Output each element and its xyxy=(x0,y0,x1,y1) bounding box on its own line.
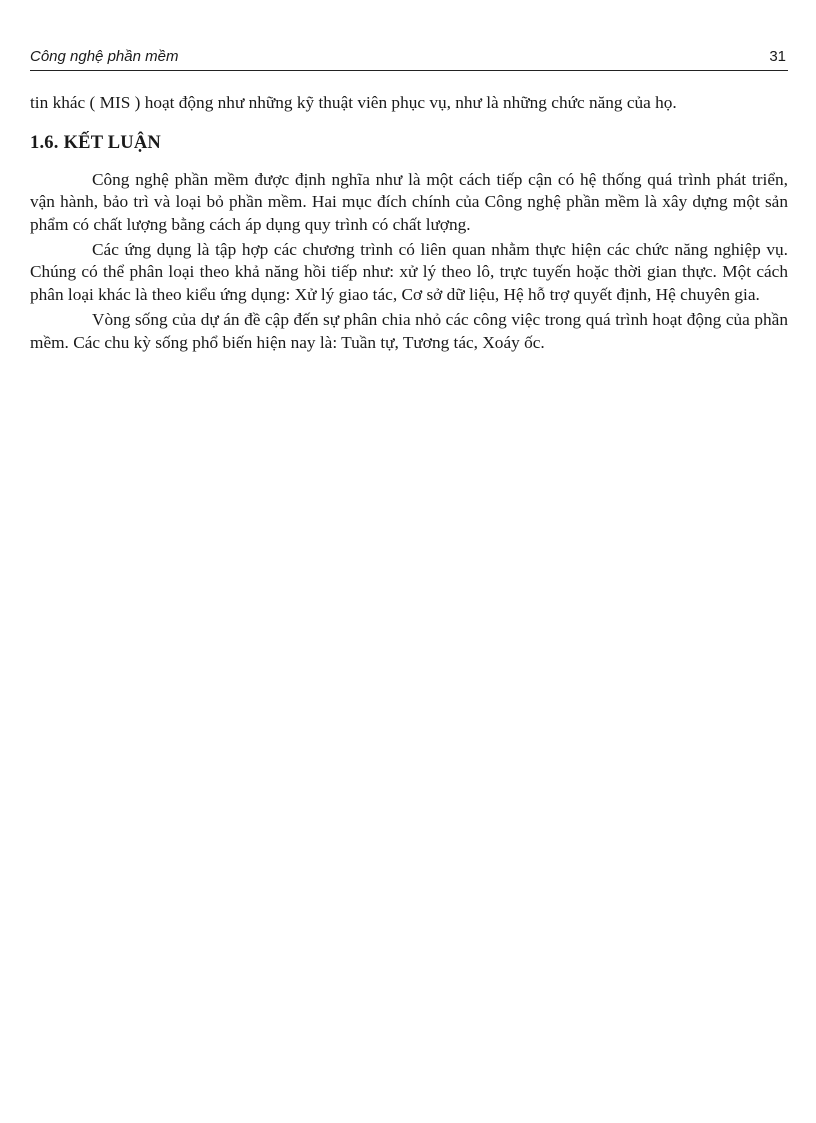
section-number: 1.6. xyxy=(30,133,59,154)
continuation-paragraph: tin khác ( MIS ) hoạt động như những kỹ thuật viên phục vụ, như là những chức năng của họ. xyxy=(30,93,677,112)
book-title: Công nghệ phần mềm xyxy=(30,48,179,65)
page-body xyxy=(30,92,788,354)
paragraph-applications: Các ứng dụng là tập hợp các chương trình có liên quan nhằm thực hiện các chức năng nghiệp vụ. Chúng có thể phân loại theo khả năng hồi tiếp như: xử lý theo lô, trực tuyến hoặc thời gian thực. Một cách phân loại khác là theo kiểu ứng dụng: Xử lý giao tác, Cơ sở dữ liệu, Hệ hỗ trợ quyết định, Hệ chuyên gia. xyxy=(30,240,788,304)
running-header xyxy=(30,46,788,71)
section-title: KẾT LUẬN xyxy=(63,133,161,154)
page-number: 31 xyxy=(769,48,786,65)
paragraph-lifecycle: Vòng sống của dự án đề cập đến sự phân chia nhỏ các công việc trong quá trình hoạt động của phần mềm. Các chu kỳ sống phổ biến hiện nay là: Tuần tự, Tương tác, Xoáy ốc. xyxy=(30,310,788,352)
paragraph-definition: Công nghệ phần mềm được định nghĩa như là một cách tiếp cận có hệ thống quá trình phát triển, vận hành, bảo trì và loại bỏ phần mềm. Hai mục đích chính của Công nghệ phần mềm là xây dựng một sản phẩm có chất lượng bằng cách áp dụng quy trình có chất lượng. xyxy=(30,169,788,234)
section-heading xyxy=(30,132,788,154)
